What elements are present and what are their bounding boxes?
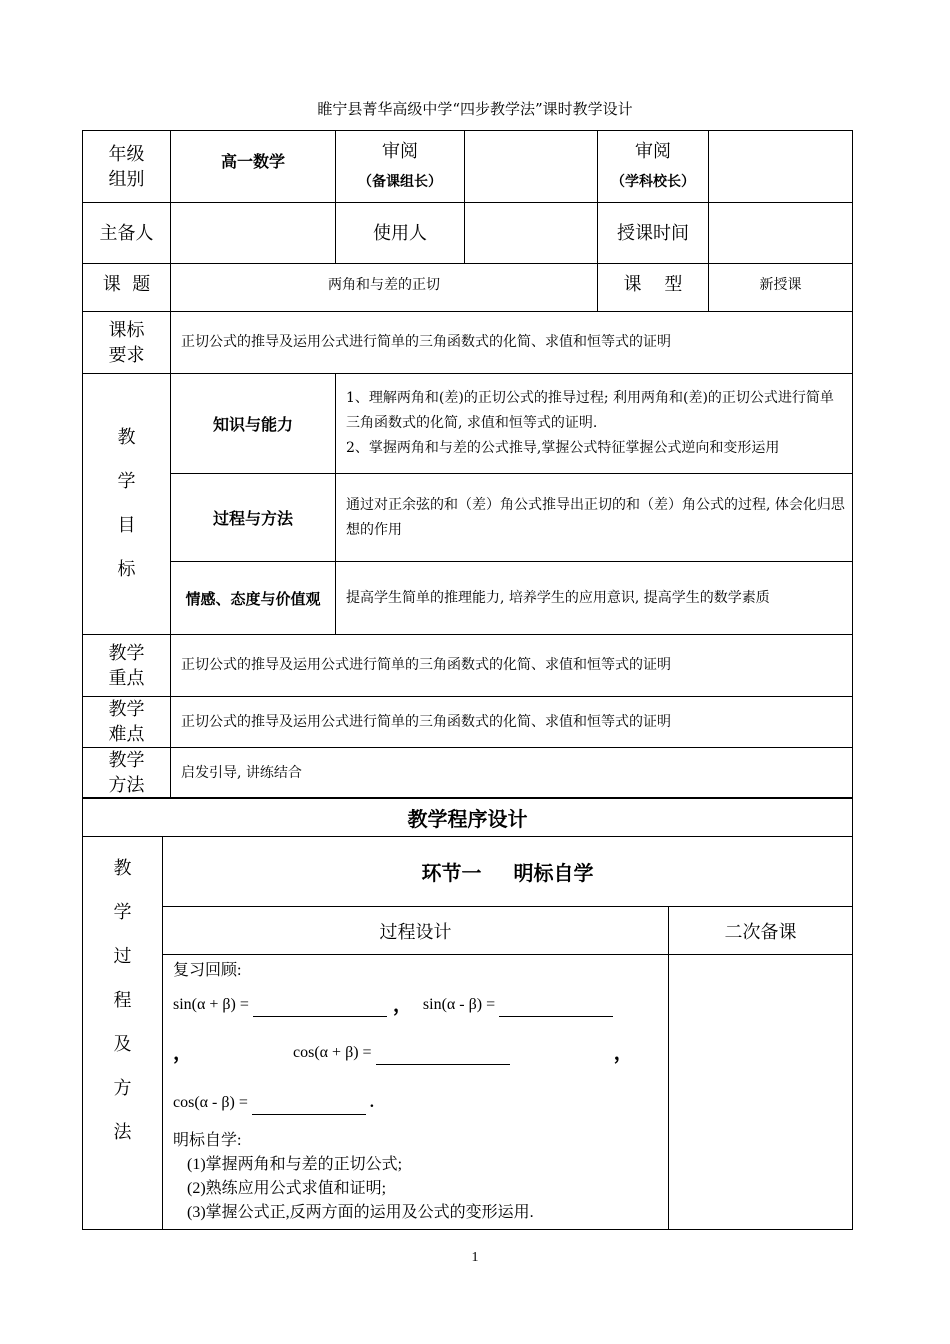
page-title: 睢宁县菁华高级中学“四步教学法”课时教学设计 bbox=[317, 100, 633, 118]
key-points-label: 教学 重点 bbox=[83, 635, 171, 697]
user-value[interactable] bbox=[465, 203, 598, 264]
knowledge-ability-label: 知识与能力 bbox=[171, 374, 336, 474]
requirements-text: 正切公式的推导及运用公式进行简单的三角函数式的化简、求值和恒等式的证明 bbox=[171, 312, 853, 374]
review-principal-value[interactable] bbox=[709, 131, 853, 203]
formula-row-cos-minus bbox=[173, 1065, 658, 1115]
review-heading: 复习回顾: bbox=[173, 962, 242, 979]
topic-label: 课 题 bbox=[83, 264, 171, 312]
blank-cos-plus[interactable] bbox=[376, 1050, 510, 1065]
key-points-text: 正切公式的推导及运用公式进行简单的三角函数式的化简、求值和恒等式的证明 bbox=[171, 635, 853, 697]
objective-item: (1)掌握两角和与差的正切公式; bbox=[187, 1156, 403, 1173]
process-design-content bbox=[163, 955, 669, 1230]
process-design-header: 过程设计 bbox=[163, 907, 669, 955]
methods-text: 启发引导, 讲练结合 bbox=[171, 748, 853, 799]
formula-sin-minus: sin(α - β) = bbox=[422, 996, 496, 1013]
topic-value: 两角和与差的正切 bbox=[171, 264, 598, 312]
comma-2: ， bbox=[173, 1042, 193, 1064]
review-group-leader-label: 审阅 （备课组长） bbox=[336, 131, 465, 203]
user-label: 使用人 bbox=[336, 203, 465, 264]
procedure-table bbox=[82, 797, 853, 1230]
emotion-values-text: 提高学生简单的推理能力, 培养学生的应用意识, 提高学生的数学素质 bbox=[336, 562, 853, 635]
lesson-time-value[interactable] bbox=[709, 203, 853, 264]
lesson-type-value: 新授课 bbox=[709, 264, 853, 312]
comma-3: ， bbox=[613, 1042, 634, 1064]
objective-item: (3)掌握公式正,反两方面的运用及公式的变形运用. bbox=[187, 1204, 534, 1221]
grade-label: 年级 组别 bbox=[83, 131, 171, 203]
preparer-value[interactable] bbox=[171, 203, 336, 264]
objective-item: (2)熟练应用公式求值和证明; bbox=[187, 1180, 387, 1197]
methods-label: 教学 方法 bbox=[83, 748, 171, 799]
lesson-type-label: 课 型 bbox=[598, 264, 709, 312]
requirements-label: 课标 要求 bbox=[83, 312, 171, 374]
comma-1: ， bbox=[392, 994, 413, 1016]
lesson-info-table bbox=[82, 130, 853, 799]
second-preparation-content[interactable] bbox=[669, 955, 853, 1230]
grade-value: 高一数学 bbox=[171, 131, 336, 203]
difficulties-text: 正切公式的推导及运用公式进行简单的三角函数式的化简、求值和恒等式的证明 bbox=[171, 697, 853, 748]
lesson-time-label: 授课时间 bbox=[598, 203, 709, 264]
formula-sin-plus: sin(α + β) = bbox=[173, 996, 249, 1013]
knowledge-ability-text: 1、理解两角和(差)的正切公式的推导过程; 利用两角和(差)的正切公式进行简单三角函数式的化简, 求值和恒等式的证明. 2、掌握两角和与差的公式推导,掌握公式特征掌握公式逆向和变形运用 bbox=[336, 374, 853, 474]
formula-row-cos-plus bbox=[173, 1017, 658, 1065]
review-principal-label: 审阅 （学科校长） bbox=[598, 131, 709, 203]
period: . bbox=[369, 1094, 374, 1111]
page-number: 1 bbox=[471, 1250, 479, 1265]
second-preparation-header: 二次备课 bbox=[669, 907, 853, 955]
review-group-leader-value[interactable] bbox=[465, 131, 598, 203]
preparer-label: 主备人 bbox=[83, 203, 171, 264]
step-one-title: 环节一 明标自学 bbox=[163, 837, 853, 907]
blank-sin-minus[interactable] bbox=[499, 1002, 613, 1017]
blank-cos-minus[interactable] bbox=[252, 1100, 366, 1115]
procedure-title: 教学程序设计 bbox=[83, 798, 853, 837]
difficulties-label: 教学 难点 bbox=[83, 697, 171, 748]
emotion-values-label: 情感、态度与价值观 bbox=[171, 562, 336, 635]
teaching-process-label: 教 学 过 程 及 方 法 bbox=[83, 837, 163, 1230]
self-study-heading: 明标自学: bbox=[173, 1132, 242, 1149]
process-method-label: 过程与方法 bbox=[171, 474, 336, 562]
formula-cos-plus: cos(α + β) = bbox=[293, 1044, 372, 1061]
formula-cos-minus: cos(α - β) = bbox=[173, 1094, 248, 1111]
teaching-goals-label: 教 学 目 标 bbox=[83, 374, 171, 635]
formula-row-sin bbox=[173, 983, 658, 1017]
process-method-text: 通过对正余弦的和（差）角公式推导出正切的和（差）角公式的过程, 体会化归思想的作用 bbox=[336, 474, 853, 562]
blank-sin-plus[interactable] bbox=[253, 1002, 387, 1017]
